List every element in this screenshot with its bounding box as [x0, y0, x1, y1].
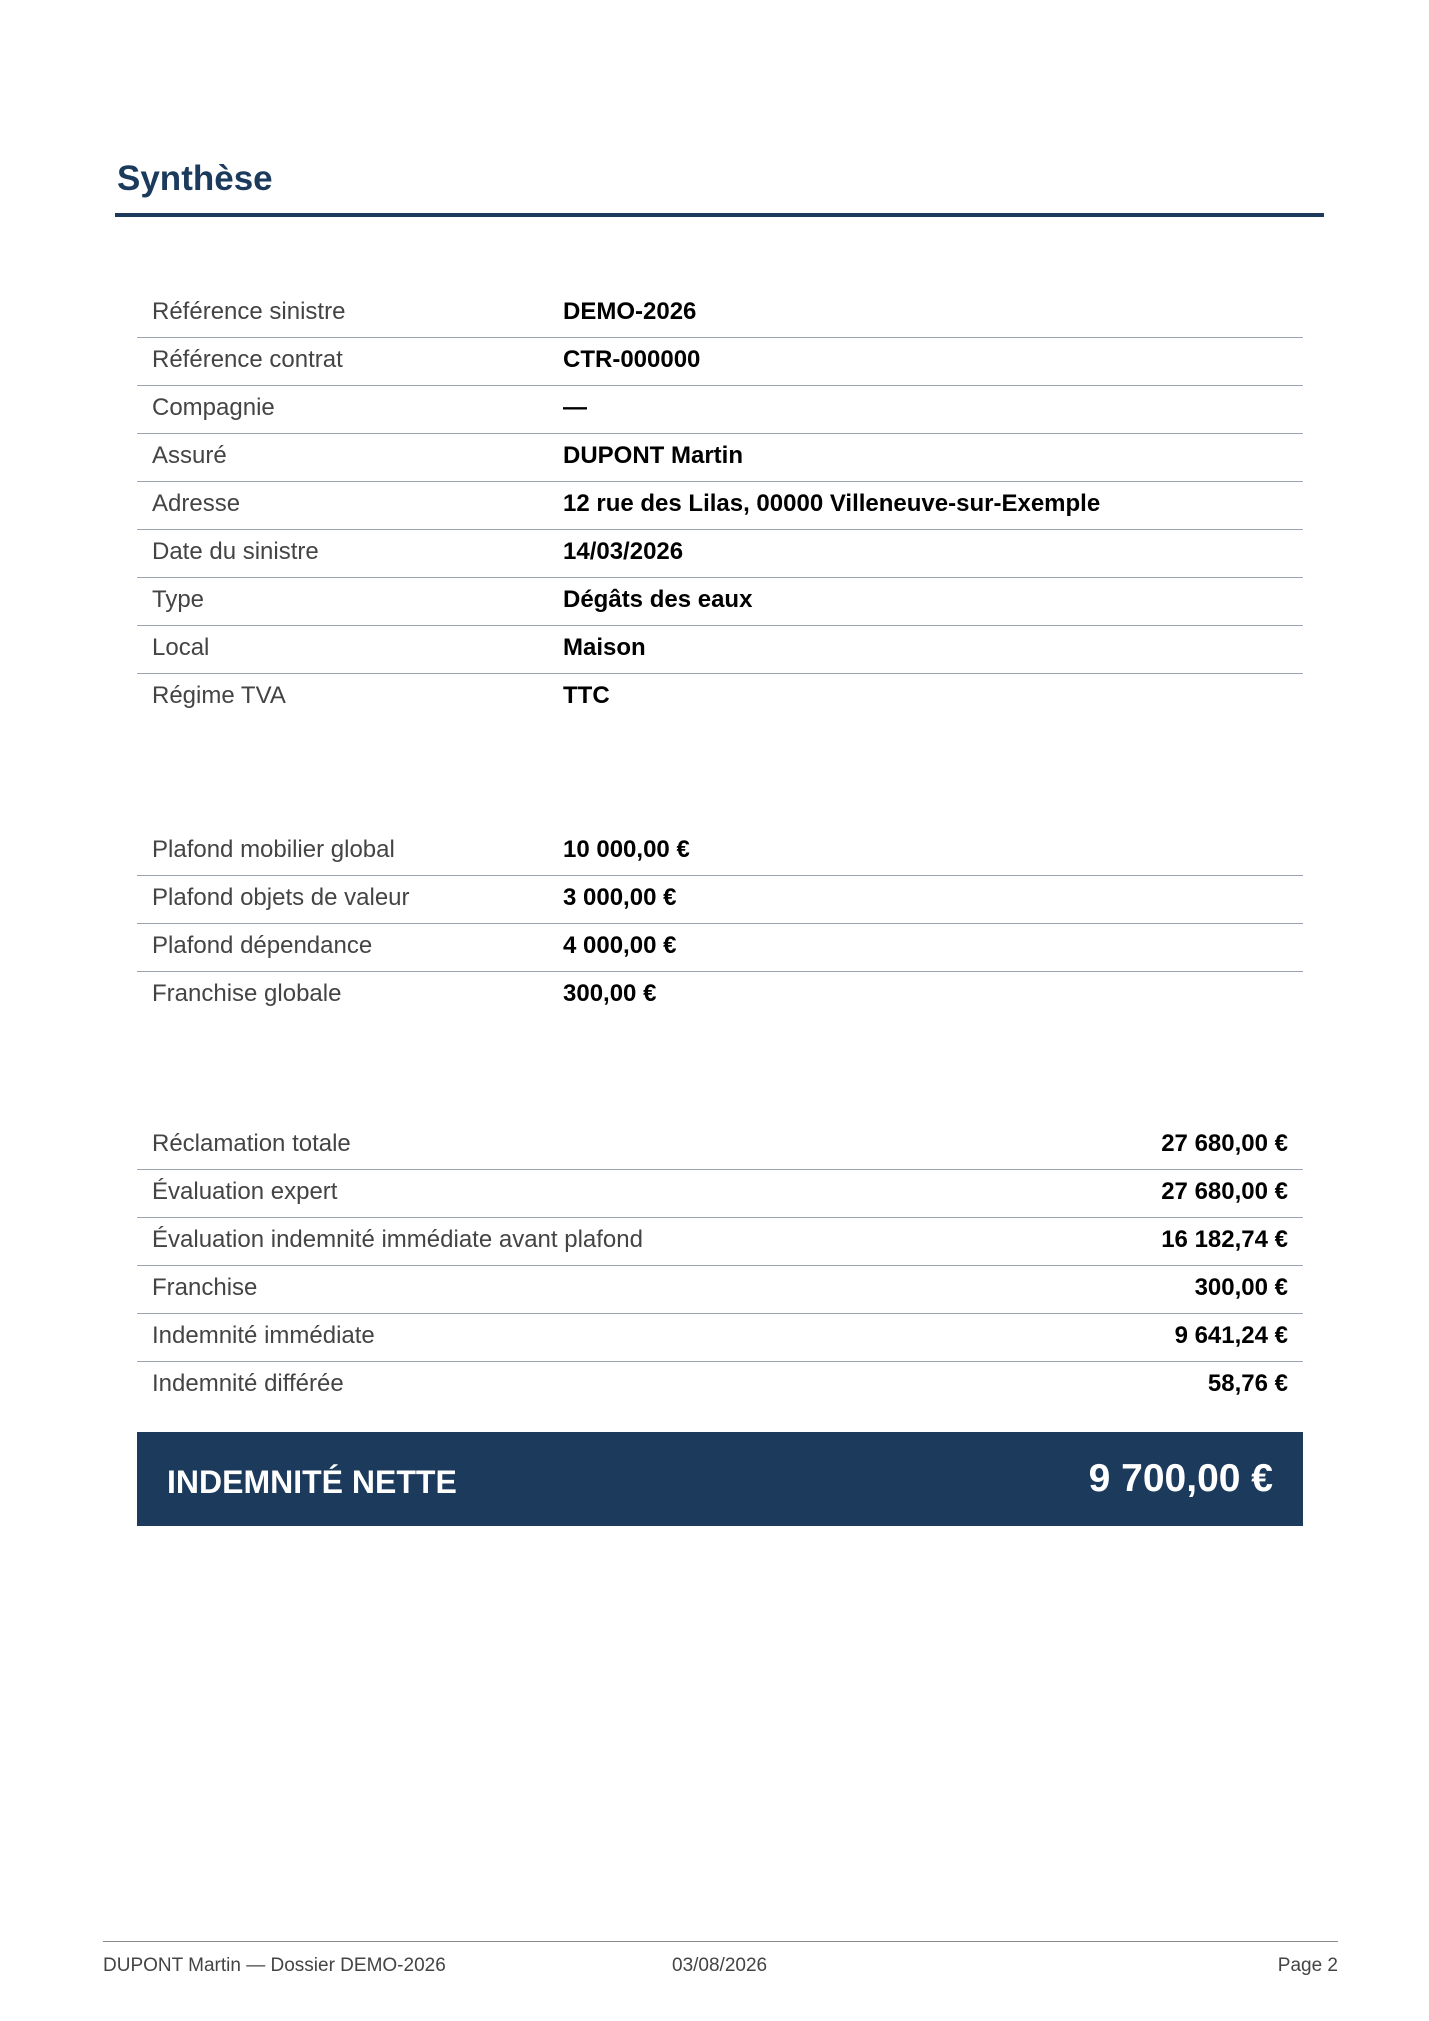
table-row: [137, 876, 1303, 924]
row-value: 300,00 €: [563, 980, 657, 1007]
row-value: 300,00 €: [1194, 1274, 1288, 1301]
row-label: Indemnité immédiate: [152, 1322, 375, 1349]
row-value: Dégâts des eaux: [563, 586, 753, 613]
row-label: Assuré: [152, 442, 227, 469]
row-label: Date du sinistre: [152, 538, 319, 565]
row-value: DUPONT Martin: [563, 442, 743, 469]
row-label: Adresse: [152, 490, 241, 517]
table-row: [137, 924, 1303, 972]
table-row: [137, 1314, 1303, 1362]
row-value: TTC: [563, 682, 610, 709]
footer-date: 03/08/2026: [672, 1955, 768, 1976]
amounts-table: [137, 1122, 1303, 1410]
row-label: Plafond objets de valeur: [152, 884, 410, 911]
net-indemnity-label: INDEMNITÉ NETTE: [167, 1464, 457, 1500]
ceilings-table: [137, 828, 1303, 1020]
table-row: [137, 972, 1303, 1020]
net-indemnity-value: 9 700,00 €: [1088, 1457, 1273, 1500]
table-row: [137, 386, 1303, 434]
page-title: Synthèse: [117, 159, 273, 198]
row-value: DEMO-2026: [563, 298, 697, 325]
row-value: 9 641,24 €: [1174, 1322, 1288, 1349]
table-row: [137, 578, 1303, 626]
row-value: 27 680,00 €: [1161, 1130, 1288, 1157]
table-row: [137, 530, 1303, 578]
row-value: 3 000,00 €: [563, 884, 677, 911]
row-label: Indemnité différée: [152, 1370, 344, 1397]
table-row: [137, 1218, 1303, 1266]
footer-page-number: Page 2: [1277, 1955, 1338, 1976]
table-row: [137, 674, 1303, 722]
row-label: Plafond mobilier global: [152, 836, 395, 863]
row-label: Évaluation expert: [152, 1178, 338, 1205]
row-label: Franchise globale: [152, 980, 342, 1007]
footer-divider: [103, 1941, 1338, 1942]
table-row: [137, 1362, 1303, 1410]
claim-info-table: [137, 290, 1303, 722]
row-value: 14/03/2026: [563, 538, 684, 565]
table-row: [137, 626, 1303, 674]
row-value: 12 rue des Lilas, 00000 Villeneuve-sur-Exemple: [563, 490, 1101, 517]
table-row: [137, 1266, 1303, 1314]
row-value: 10 000,00 €: [563, 836, 690, 863]
row-label: Régime TVA: [152, 682, 286, 709]
row-value: 4 000,00 €: [563, 932, 677, 959]
table-row: [137, 290, 1303, 338]
row-label: Réclamation totale: [152, 1130, 351, 1157]
table-row: [137, 338, 1303, 386]
row-label: Évaluation indemnité immédiate avant plafond: [152, 1226, 643, 1253]
row-label: Plafond dépendance: [152, 932, 373, 959]
row-value: 16 182,74 €: [1161, 1226, 1288, 1253]
row-label: Franchise: [152, 1274, 258, 1301]
table-row: [137, 1170, 1303, 1218]
table-row: [137, 434, 1303, 482]
row-label: Local: [152, 634, 210, 661]
row-value: 58,76 €: [1207, 1370, 1288, 1397]
row-value: CTR-000000: [563, 346, 701, 373]
row-label: Type: [152, 586, 205, 613]
table-row: [137, 828, 1303, 876]
row-value: Maison: [563, 634, 646, 661]
net-indemnity-banner: [137, 1432, 1303, 1526]
title-divider: [115, 213, 1324, 217]
footer-dossier: DUPONT Martin — Dossier DEMO-2026: [103, 1955, 446, 1976]
row-value: 27 680,00 €: [1161, 1178, 1288, 1205]
table-row: [137, 1122, 1303, 1170]
row-value: —: [563, 394, 587, 421]
row-label: Référence contrat: [152, 346, 343, 373]
table-row: [137, 482, 1303, 530]
row-label: Référence sinistre: [152, 298, 346, 325]
row-label: Compagnie: [152, 394, 275, 421]
